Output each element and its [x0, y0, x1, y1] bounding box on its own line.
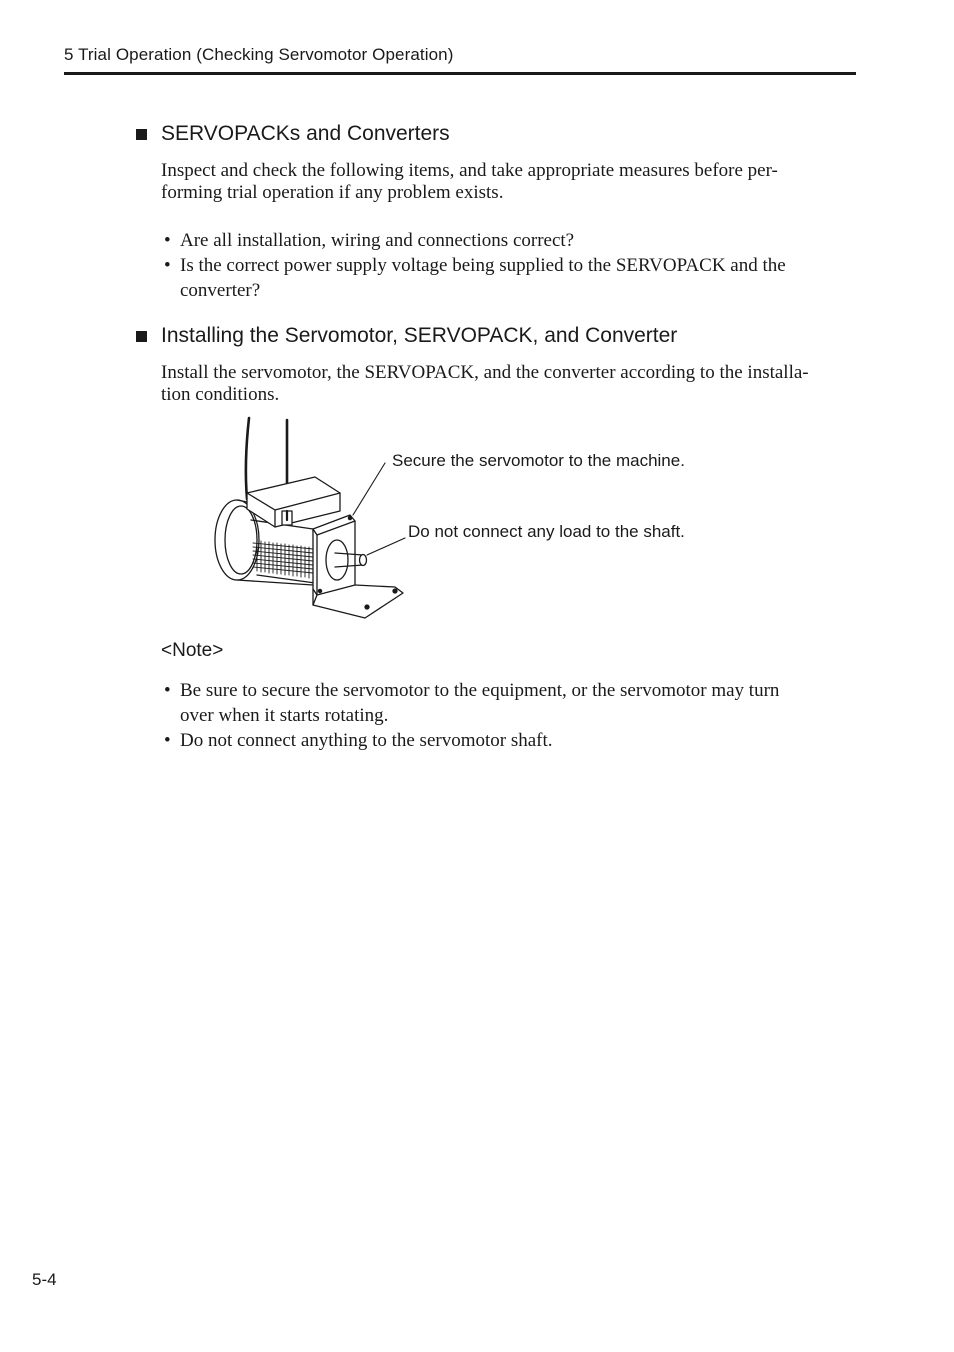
servomotor-installation-figure	[205, 415, 725, 625]
list-item-text: Be sure to secure the servomotor to the equipment, or the servomotor may turn	[180, 680, 780, 701]
bullet-dot-icon: •	[164, 730, 171, 751]
bullet-dot-icon: •	[164, 230, 171, 251]
bullet-dot-icon: •	[164, 255, 171, 276]
note-label: <Note>	[161, 640, 224, 661]
square-bullet-icon	[136, 331, 147, 342]
square-bullet-icon	[136, 129, 147, 140]
list-item	[161, 728, 861, 753]
list-item-text: Is the correct power supply voltage being supplied to the SERVOPACK and the	[180, 255, 786, 276]
paragraph-line: forming trial operation if any problem exists.	[161, 182, 504, 203]
header-rule	[64, 72, 856, 75]
page-number: 5-4	[32, 1270, 57, 1289]
list-item-text: converter?	[180, 280, 261, 301]
list-item-text: Do not connect anything to the servomotor shaft.	[180, 730, 553, 751]
bullet-dot-icon: •	[164, 680, 171, 701]
running-header: 5 Trial Operation (Checking Servomotor Operation)	[64, 45, 454, 64]
section-heading-text: Installing the Servomotor, SERVOPACK, and Converter	[161, 324, 678, 347]
list-item-text: over when it starts rotating.	[180, 705, 389, 726]
section-heading-installing	[136, 324, 677, 348]
callout-no-load-shaft: Do not connect any load to the shaft.	[408, 522, 685, 541]
servomotor-illustration-icon	[205, 415, 725, 625]
section1-paragraph	[161, 160, 861, 204]
callout-secure-servomotor: Secure the servomotor to the machine.	[392, 451, 685, 470]
paragraph-line: tion conditions.	[161, 384, 280, 405]
section2-paragraph	[161, 362, 861, 406]
section1-checklist	[161, 228, 861, 303]
list-item	[161, 253, 861, 303]
notes-list	[161, 678, 861, 753]
section-heading-servopacks	[136, 122, 450, 146]
list-item-text: Are all installation, wiring and connections correct?	[180, 230, 575, 251]
list-item	[161, 228, 861, 253]
paragraph-line: Install the servomotor, the SERVOPACK, and the converter according to the installa-	[161, 362, 809, 383]
list-item	[161, 678, 861, 728]
section-heading-text: SERVOPACKs and Converters	[161, 122, 450, 145]
paragraph-line: Inspect and check the following items, and take appropriate measures before per-	[161, 160, 778, 181]
